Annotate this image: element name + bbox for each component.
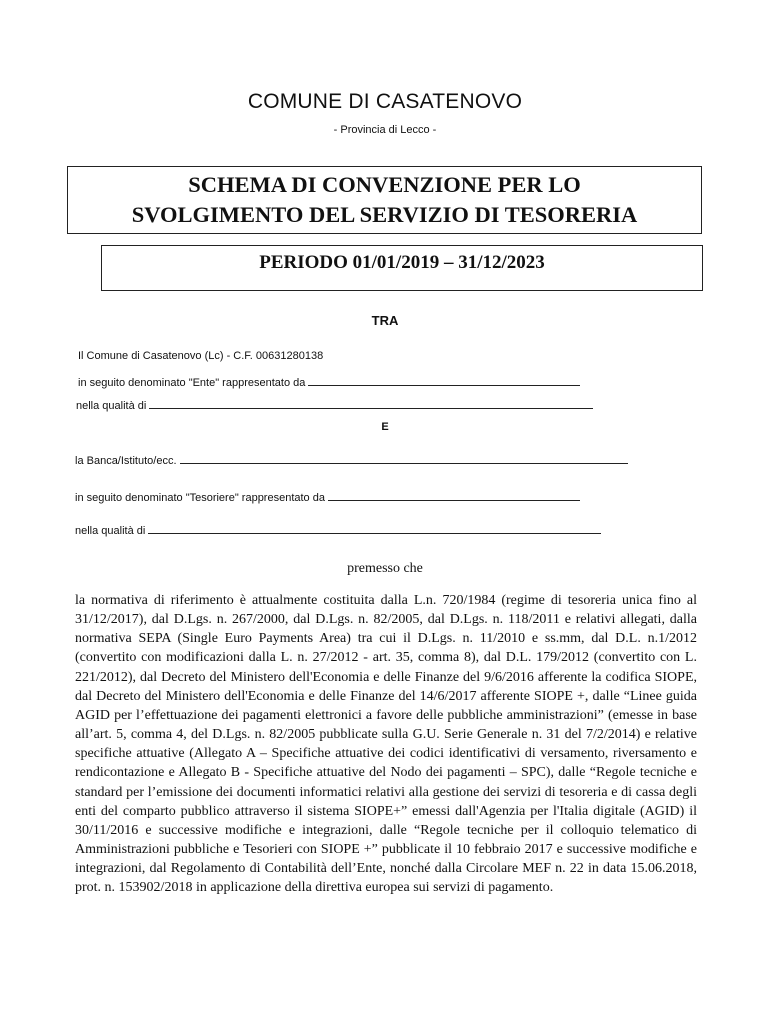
banca-label: la Banca/Istituto/ecc. — [75, 455, 180, 467]
ente-qualita-blank — [149, 398, 593, 409]
banca-field — [75, 453, 628, 467]
banca-blank — [180, 453, 628, 464]
tesoriere-qualita-field — [75, 523, 601, 537]
title-line-1: SCHEMA DI CONVENZIONE PER LO — [188, 172, 581, 197]
premesso-paragraph: la normativa di riferimento è attualmente costituita dalla L.n. 720/1984 (regime di tesoreria unica fino al 31/12/2017), dal D.Lgs. n. 267/2000, dal D.Lgs. n. 82/2005, dal D.Lgs. n. 118/2011 e relativi allegati, dalla normativa SEPA (Single Euro Payments Area) tra cui il D.Lgs. n. 11/2010 e ss.mm, dal D.L. n.1/2012 (convertito con modificazioni dalla L. n. 27/2012 - art. 35, comma 8), dal D.L. 179/2012 (convertito con L. 221/2012), dal Decreto del Ministero dell'Economia e delle Finanze del 9/6/2016 afferente la codifica SIOPE, dal Decreto del Ministero dell'Economia e delle Finanze del 14/6/2017 afferente SIOPE +, dalle “Linee guida AGID per l’effettuazione dei pagamenti elettronici a favore delle pubbliche amministrazioni” (emesse in base all’art. 5, comma 4, del D.Lgs. n. 82/2005 pubblicate sulla G.U. Serie Generale n. 31 del 7/2/2014) e relative specifiche attuative (Allegato A – Specifiche attuative dei codici identificativi di versamento, riversamento e rendicontazione e Allegato B - Specifiche attuative del Nodo dei pagamenti – SPC), dalle “Regole tecniche e standard per l’emissione dei documenti informatici relativi alla gestione dei servizi di tesoreria e di cassa degli enti del comparto pubblico attraverso il sistema SIOPE+” emessi dall'Agenzia per l'Italia digitale (AGID) il 30/11/2016 e successive modifiche e integrazioni, dalle “Regole tecniche per il colloquio telematico di Amministrazioni pubbliche e Tesorieri con SIOPE +” pubblicate il 10 febbraio 2017 e successive modifiche e integrazioni, dal Regolamento di Contabilità dell’Ente, nonché dalla Circolare MEF n. 22 in data 15.06.2018, prot. n. 153902/2018 in applicazione della direttiva europea sui servizi di pagamento. — [75, 593, 697, 896]
ente-qualita-field — [76, 398, 593, 412]
ente-qualita-label: nella qualità di — [76, 400, 150, 412]
tesoriere-representative-label: in seguito denominato "Tesoriere" rappresentato da — [75, 492, 329, 504]
period-label: PERIODO 01/01/2019 – 31/12/2023 — [259, 252, 545, 273]
ente-representative-field — [78, 375, 580, 389]
title-box — [67, 166, 702, 234]
title-line-2: SVOLGIMENTO DEL SERVIZIO DI TESORERIA — [131, 202, 638, 227]
comune-party-line: Il Comune di Casatenovo (Lc) - C.F. 00631280138 — [78, 350, 324, 362]
period-box — [101, 245, 703, 291]
ente-representative-blank — [308, 375, 580, 386]
premesso-heading: premesso che — [347, 561, 423, 576]
tesoriere-qualita-label: nella qualità di — [75, 525, 149, 537]
municipality-name: COMUNE DI CASATENOVO — [247, 90, 523, 113]
tesoriere-representative-field — [75, 490, 580, 504]
tesoriere-representative-blank — [328, 490, 580, 501]
e-separator: E — [381, 421, 389, 433]
ente-representative-label: in seguito denominato "Ente" rappresentato da — [78, 377, 309, 389]
province-line: - Provincia di Lecco - — [333, 124, 437, 136]
tesoriere-qualita-blank — [148, 523, 601, 534]
tra-heading: TRA — [371, 313, 399, 328]
